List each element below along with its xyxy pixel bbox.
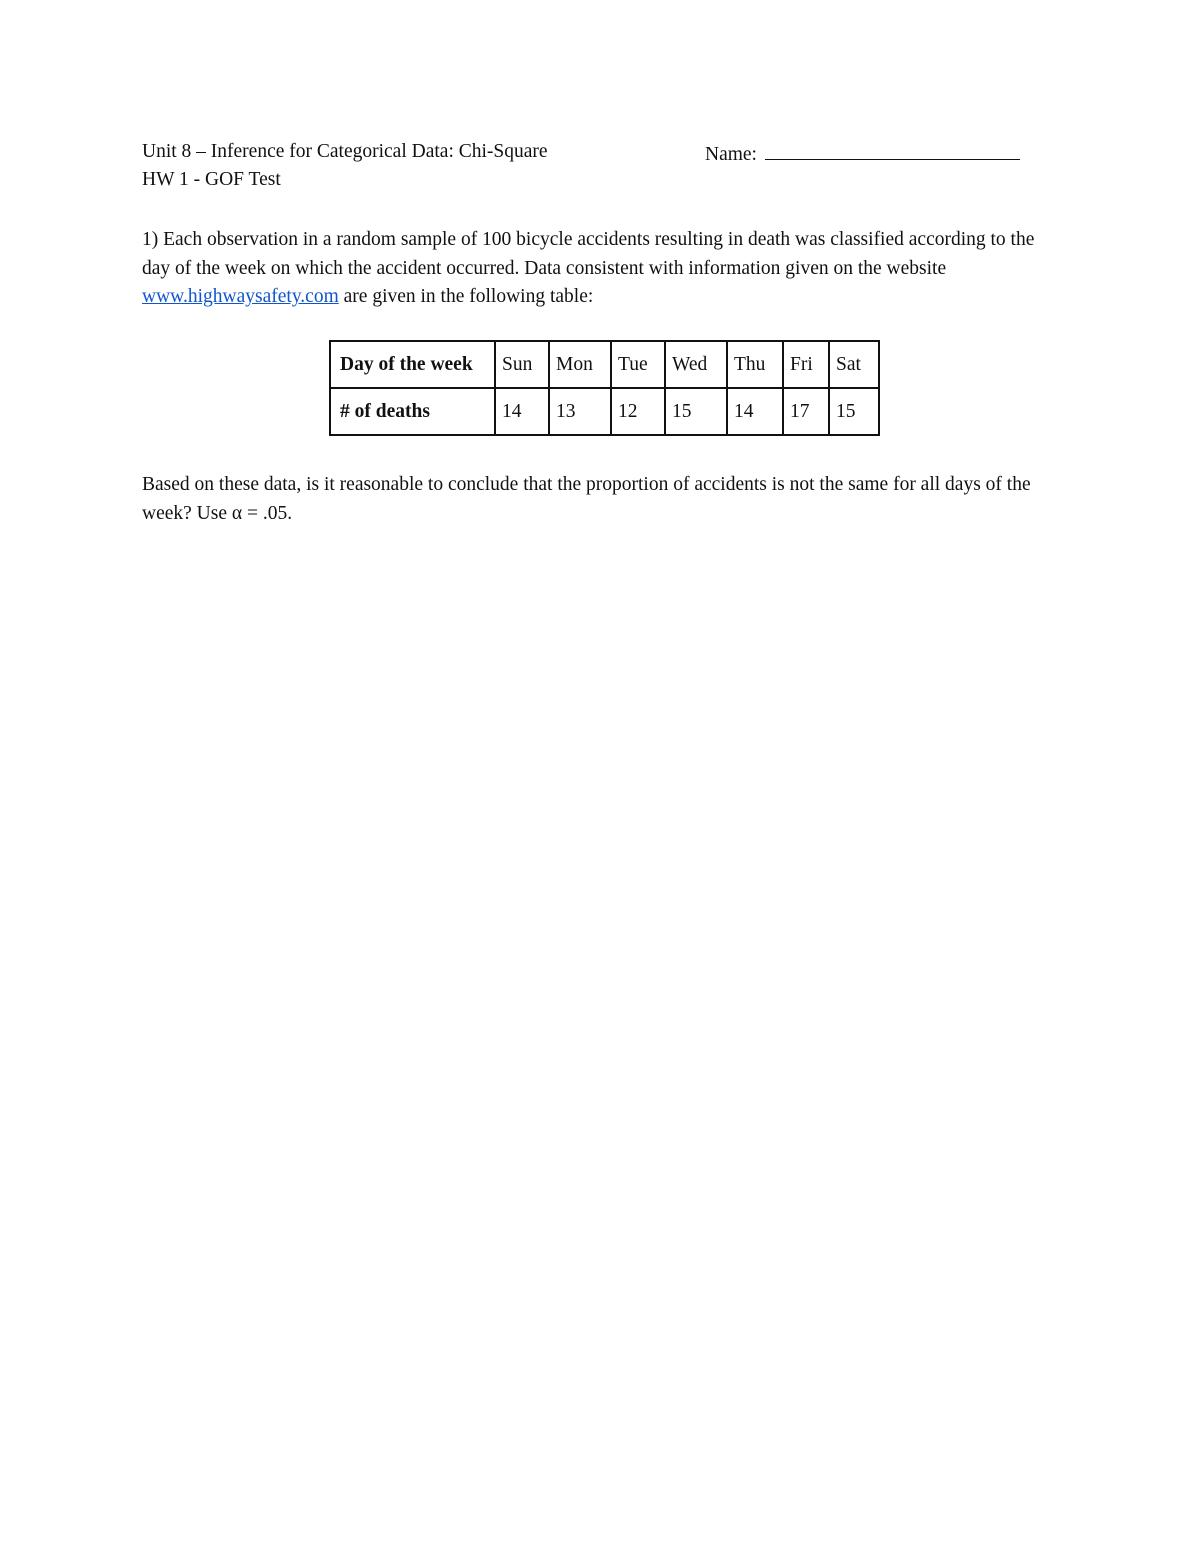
name-blank-line[interactable] (765, 141, 1020, 160)
table-cell-day: Mon (549, 341, 611, 388)
row-header-deaths: # of deaths (330, 388, 495, 435)
table-row (330, 388, 879, 435)
header-row (142, 141, 1042, 169)
website-link[interactable]: www.highwaysafety.com (142, 286, 339, 307)
problem-text-part1: 1) Each observation in a random sample of 100 bicycle accidents resulting in death was classified according to the day of the week on which the accident occurred. Data consistent with information given on the website (142, 229, 1035, 279)
page-title: Unit 8 – Inference for Categorical Data: Chi-Square (142, 141, 548, 162)
problem-text-part2: are given in the following table: (338, 286, 594, 307)
row-header-day: Day of the week (330, 341, 495, 388)
table-cell-deaths: 17 (783, 388, 829, 435)
deaths-by-day-table (329, 340, 880, 436)
table-cell-day: Sun (495, 341, 549, 388)
table-cell-day: Sat (829, 341, 879, 388)
table-cell-deaths: 14 (727, 388, 783, 435)
followup-question: Based on these data, is it reasonable to conclude that the proportion of accidents is not the same for all days of the week? Use α = .05. (142, 474, 1031, 524)
table-cell-day: Tue (611, 341, 665, 388)
table-row (330, 341, 879, 388)
table-cell-deaths: 12 (611, 388, 665, 435)
name-field (705, 141, 1020, 166)
table-cell-day: Wed (665, 341, 727, 388)
table-cell-day: Fri (783, 341, 829, 388)
assignment-subtitle: HW 1 - GOF Test (142, 169, 281, 190)
problem-statement (142, 226, 1062, 312)
table-cell-deaths: 15 (665, 388, 727, 435)
table-cell-deaths: 13 (549, 388, 611, 435)
table-cell-day: Thu (727, 341, 783, 388)
table-cell-deaths: 14 (495, 388, 549, 435)
table-cell-deaths: 15 (829, 388, 879, 435)
name-label: Name: (705, 144, 757, 165)
